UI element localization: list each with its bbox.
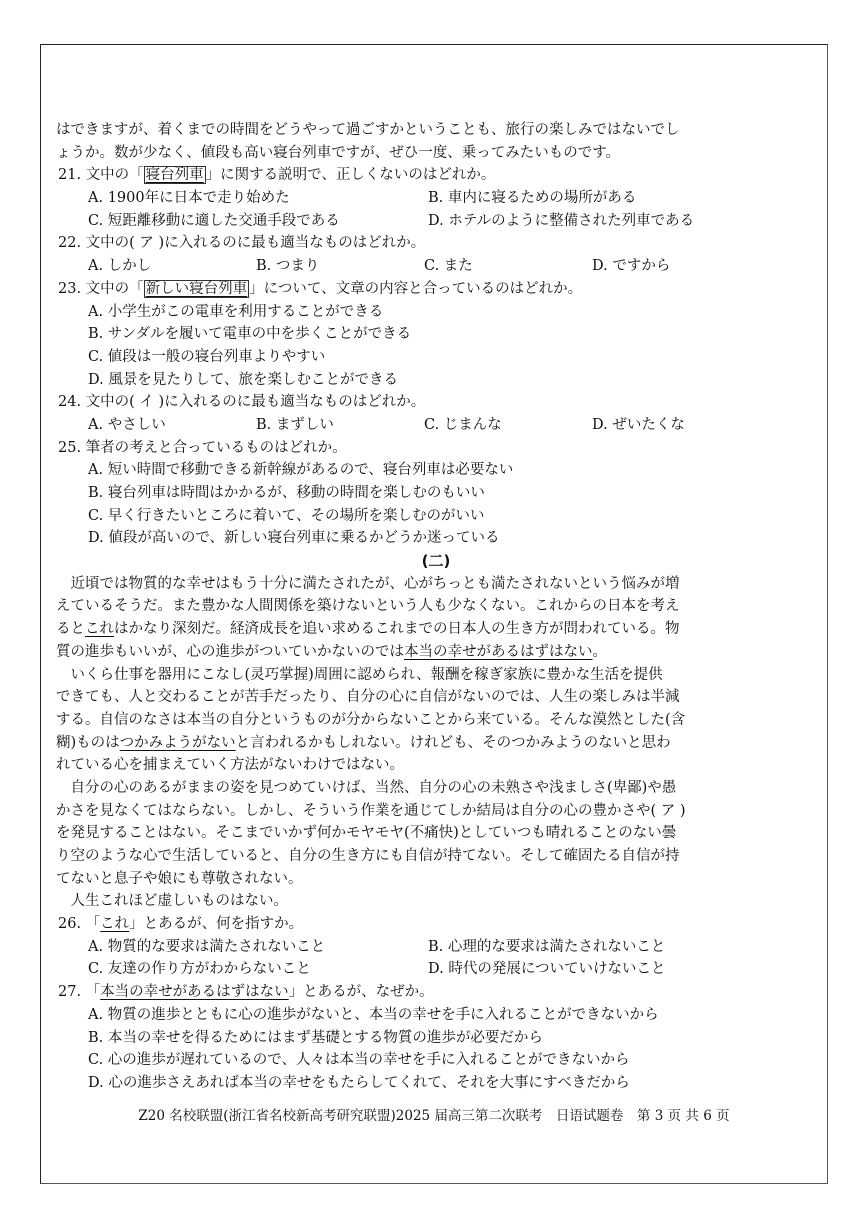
option-d[interactable]: D. ぜいたくな <box>592 416 685 433</box>
question-22: 22. 文中の( ア )に入れるのに最も適当なものはどれか。 <box>58 235 426 252</box>
question-23: 23. 文中の「 新しい寝台列車 」について、文章の内容と合っているのはどれか。 <box>58 280 583 297</box>
underlined-tsukami: つかみようがない <box>119 734 236 751</box>
option-a[interactable]: A. 1900年に日本で走り始めた <box>88 190 290 207</box>
exam-page-content <box>56 119 816 1095</box>
passage-line: できても、人と交わることが苦手だったり、自分の心に自信がないのでは、人生の楽しみは半減 <box>56 689 680 706</box>
passage-line: いくら仕事を器用にこなし(灵巧掌握)周囲に認められ、報酬を稼ぎ家族に豊かな生活を提供 <box>70 666 663 683</box>
question-26-term: これ <box>100 916 130 933</box>
option-b[interactable]: B. つまり <box>256 258 320 275</box>
passage-line: れている心を捕まえていく方法がないわけではない。 <box>56 757 404 774</box>
option-b[interactable]: B. サンダルを履いて電車の中を歩くことができる <box>88 326 412 343</box>
question-26: 26. 「これ」とあるが、何を指すか。 <box>58 916 304 933</box>
option-d[interactable]: D. ホテルのように整備された列車である <box>428 212 695 229</box>
intro-line: はできますが、着くまでの時間をどうやって過ごすかということも、旅行の楽しみではないでし <box>56 122 680 138</box>
passage-line: 糊)ものはつかみようがないと言われるかもしれない。けれども、そのつかみようのないと思わ <box>56 734 671 751</box>
question-27: 27. 「本当の幸せがあるはずはない」とあるが、なぜか。 <box>58 984 434 1001</box>
option-a[interactable]: A. 物質的な要求は満たされないこと <box>88 938 326 955</box>
option-a[interactable]: A. やさしい <box>88 416 166 433</box>
option-a[interactable]: A. しかし <box>88 258 152 275</box>
option-d[interactable]: D. 風景を見たりして、旅を楽しむことができる <box>88 371 399 388</box>
question-21-options-row <box>56 187 816 210</box>
underlined-happiness: 本当の幸せがあるはずはない <box>404 643 593 660</box>
option-c[interactable]: C. 短距離移動に適した交通手段である <box>88 212 340 229</box>
intro-line: ょうか。数が少なく、値段も高い寝台列車ですが、ぜひ一度、乗ってみたいものです。 <box>56 144 621 161</box>
question-21-options-row <box>56 210 816 233</box>
page-footer: Z20 名校联盟(浙江省名校新高考研究联盟)2025 届高三第二次联考 日语试题卷 第 3 页 共 6 页 <box>138 1108 730 1124</box>
passage-line: 近頃では物質的な幸せはもう十分に満たされたが、心がちっとも満たされないという悩みが増 <box>70 575 680 592</box>
passage-line: する。自信のなさは本当の自分というものが分からないことから来ている。そんな漠然とした(含 <box>56 711 686 728</box>
passage-line: えているそうだ。また豊かな人間関係を築けないという人も少なくない。これからの日本を考え <box>56 598 680 615</box>
question-27-term: 本当の幸せがあるはずはない <box>100 984 289 1001</box>
question-21-term: 寝台列車 <box>145 167 204 184</box>
passage-line: 人生これほど虚しいものはない。 <box>70 893 288 910</box>
option-d[interactable]: D. 時代の発展についていけないこと <box>428 961 666 978</box>
passage-line: 質の進歩もいいが、心の進歩がついていかないのでは本当の幸せがあるはずはない。 <box>56 643 607 660</box>
option-c[interactable]: C. 早く行きたいところに着いて、その場所を楽しむのがいい <box>88 507 485 524</box>
option-b[interactable]: B. まずしい <box>256 416 334 433</box>
option-c[interactable]: C. 心の進歩が遅れているので、人々は本当の幸せを手に入れることができないから <box>88 1052 630 1069</box>
option-b[interactable]: B. 車内に寝るための場所がある <box>428 190 637 207</box>
option-c[interactable]: C. 値段は一般の寝台列車よりやすい <box>88 348 326 365</box>
passage-line: 自分の心のあるがままの姿を見つめていけば、当然、自分の心の未熟さや浅ましさ(卑鄙)や愚 <box>70 779 677 796</box>
option-d[interactable]: D. 値段が高いので、新しい寝台列車に乗るかどうか迷っている <box>88 530 500 547</box>
option-c[interactable]: C. また <box>424 258 473 275</box>
question-25: 25. 筆者の考えと合っているものはどれか。 <box>58 439 347 456</box>
passage-line: てないと息子や娘にも尊敬されない。 <box>56 870 303 887</box>
passage-line: り空のような心で生活していると、自分の生き方にも自信が持てない。そして確固たる自信が持 <box>56 848 680 864</box>
section-title: (二) <box>421 552 451 571</box>
option-d[interactable]: D. ですから <box>592 258 671 275</box>
underlined-kore: これ <box>85 621 114 638</box>
question-26-options-row <box>56 936 816 959</box>
question-23-term: 新しい寝台列車 <box>145 280 248 297</box>
passage-line: かさを見なくてはならない。しかし、そういう作業を通じてしか結局は自分の心の豊かさや( ア ) <box>56 802 686 819</box>
question-22-options-row <box>56 255 816 278</box>
option-b[interactable]: B. 心理的な要求は満たされないこと <box>428 938 666 955</box>
option-d[interactable]: D. 心の進歩さえあれば本当の幸せをもたらしてくれて、それを大事にすべきだから <box>88 1074 630 1091</box>
option-a[interactable]: A. 小学生がこの電車を利用することができる <box>88 303 384 320</box>
passage-line: るとこれはかなり深刻だ。経済成長を追い求めるこれまでの日本人の生き方が問われている。物 <box>56 621 680 638</box>
option-a[interactable]: A. 物質の進歩とともに心の進歩がないと、本当の幸せを手に入れることができないから <box>88 1006 659 1023</box>
passage-line: を発見することはない。そこまでいかず何かモヤモヤ(不痛快)としていつも晴れることのない曇 <box>56 825 677 842</box>
option-a[interactable]: A. 短い時間で移動できる新幹線があるので、寝台列車は必要ない <box>88 462 514 479</box>
question-21: 21. 文中の「 寝台列車 」に関する説明で、正しくないのはどれか。 <box>58 167 496 184</box>
option-b[interactable]: B. 本当の幸せを得るためにはまず基礎とする物質の進歩が必要だから <box>88 1029 543 1046</box>
option-c[interactable]: C. 友達の作り方がわからないこと <box>88 961 311 978</box>
option-b[interactable]: B. 寝台列車は時間はかかるが、移動の時間を楽しむのもいい <box>88 485 485 501</box>
question-26-options-row <box>56 958 816 981</box>
question-24-options-row <box>56 414 816 437</box>
question-24: 24. 文中の( イ )に入れるのに最も適当なものはどれか。 <box>58 394 426 411</box>
option-c[interactable]: C. じまんな <box>424 416 502 433</box>
